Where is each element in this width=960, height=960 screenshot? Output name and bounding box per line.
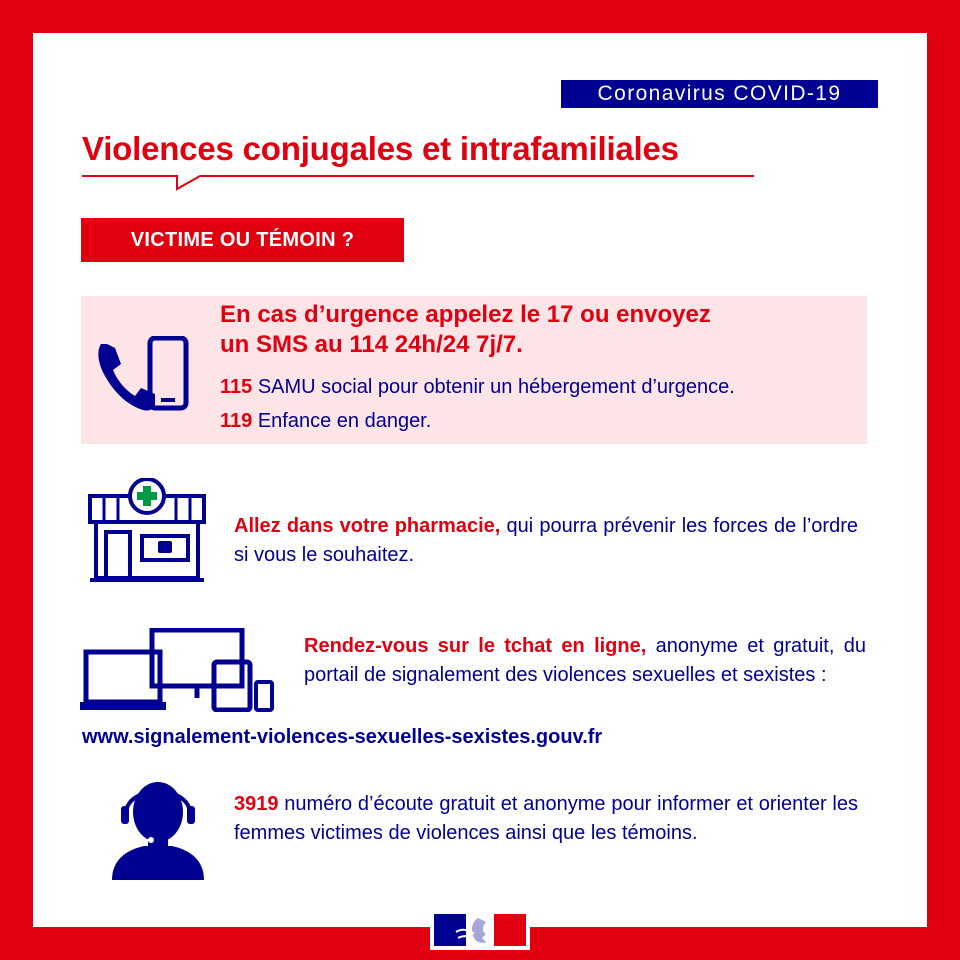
- speech-underline: [82, 174, 762, 194]
- emergency-line-2: un SMS au 114 24h/24 7j/7.: [220, 331, 523, 358]
- chat-highlight: Rendez-vous sur le tchat en ligne,: [304, 635, 647, 657]
- samu-number: 115: [220, 376, 253, 398]
- hotline-body: numéro d’écoute gratuit et anonyme pour informer et orienter les femmes victimes de violences ainsi que les témoins.: [234, 793, 858, 844]
- hotline-text: [234, 790, 858, 848]
- covid-tag: Coronavirus COVID-19: [561, 80, 878, 108]
- pharmacy-icon: [88, 478, 206, 584]
- child-number: 119: [220, 410, 253, 432]
- samu-text: SAMU social pour obtenir un hébergement d’urgence.: [252, 376, 735, 398]
- pharmacy-text: [234, 512, 858, 570]
- chat-text: [304, 632, 866, 690]
- page-title: Violences conjugales et intrafamiliales: [82, 130, 679, 167]
- hotline-number: 3919: [234, 793, 279, 815]
- emergency-heading: [220, 300, 711, 360]
- victim-witness-badge: VICTIME OU TÉMOIN ?: [81, 218, 404, 262]
- pharmacy-highlight: Allez dans votre pharmacie,: [234, 515, 501, 537]
- chat-body: anonyme et gratuit, du portail de signalement des violences sexuelles et sexistes :: [304, 635, 866, 686]
- marianne-logo: [430, 910, 530, 950]
- headset-icon: [108, 776, 208, 880]
- devices-icon: [80, 628, 276, 712]
- signalement-link[interactable]: www.signalement-violences-sexuelles-sexistes.gouv.fr: [82, 726, 603, 748]
- pharmacy-body: qui pourra prévenir les forces de l’ordre si vous le souhaitez.: [234, 515, 858, 566]
- samu-line: [220, 376, 735, 399]
- phone-icon: [95, 336, 195, 414]
- emergency-line-1: En cas d’urgence appelez le 17 ou envoyez: [220, 301, 711, 328]
- child-text: Enfance en danger.: [252, 410, 432, 432]
- child-line: [220, 410, 431, 433]
